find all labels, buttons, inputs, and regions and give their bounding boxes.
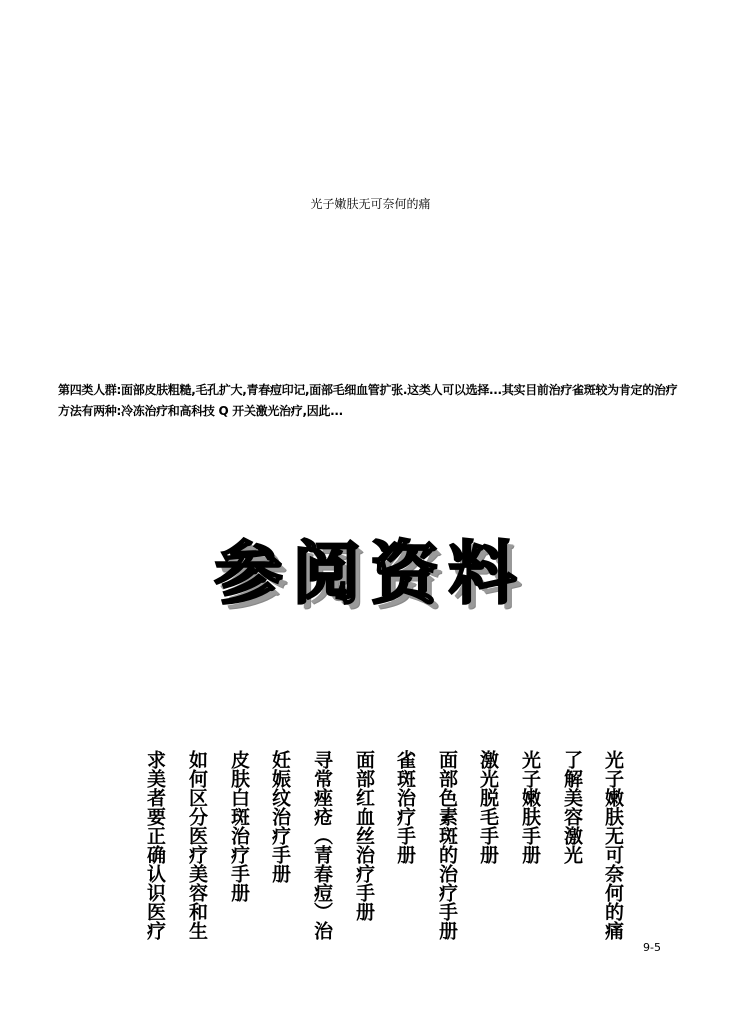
page-title: 光子嫩肤无可奈何的痛 xyxy=(310,197,431,211)
reference-banner xyxy=(0,520,741,614)
related-title[interactable]: 妊娠纹治疗手册 xyxy=(269,750,291,883)
related-title[interactable]: 面部色素斑的治疗手册 xyxy=(436,750,458,940)
related-title[interactable]: 皮肤白斑治疗手册 xyxy=(228,750,250,902)
abstract-paragraph: 第四类人群:面部皮肤粗糙,毛孔扩大,青春痘印记,面部毛细血管扩张.这类人可以选择...其实目前治疗雀斑较为肯定的治疗方法有两种:冷冻治疗和高科技 Q 开关激光治疗,因此... xyxy=(58,383,678,418)
related-title[interactable]: 光子嫩肤无可奈何的痛 xyxy=(602,750,624,940)
page-number: 9-5 xyxy=(643,941,661,954)
related-title[interactable]: 激光脱毛手册 xyxy=(477,750,499,864)
related-title[interactable]: 了解美容激光 xyxy=(561,750,583,864)
related-title[interactable]: 求美者要正确认识医疗 xyxy=(144,750,166,940)
related-title[interactable]: 面部红血丝治疗手册 xyxy=(353,750,375,921)
related-title[interactable]: 如何区分医疗美容和生 xyxy=(186,750,208,940)
related-title[interactable]: 雀斑治疗手册 xyxy=(394,750,416,864)
related-title[interactable]: 光子嫩肤手册 xyxy=(519,750,541,864)
related-titles-list xyxy=(0,750,741,1021)
related-title[interactable]: 寻常痤疮（青春痘）治 xyxy=(311,750,333,940)
reference-banner-text: 参阅资料 xyxy=(214,535,527,614)
